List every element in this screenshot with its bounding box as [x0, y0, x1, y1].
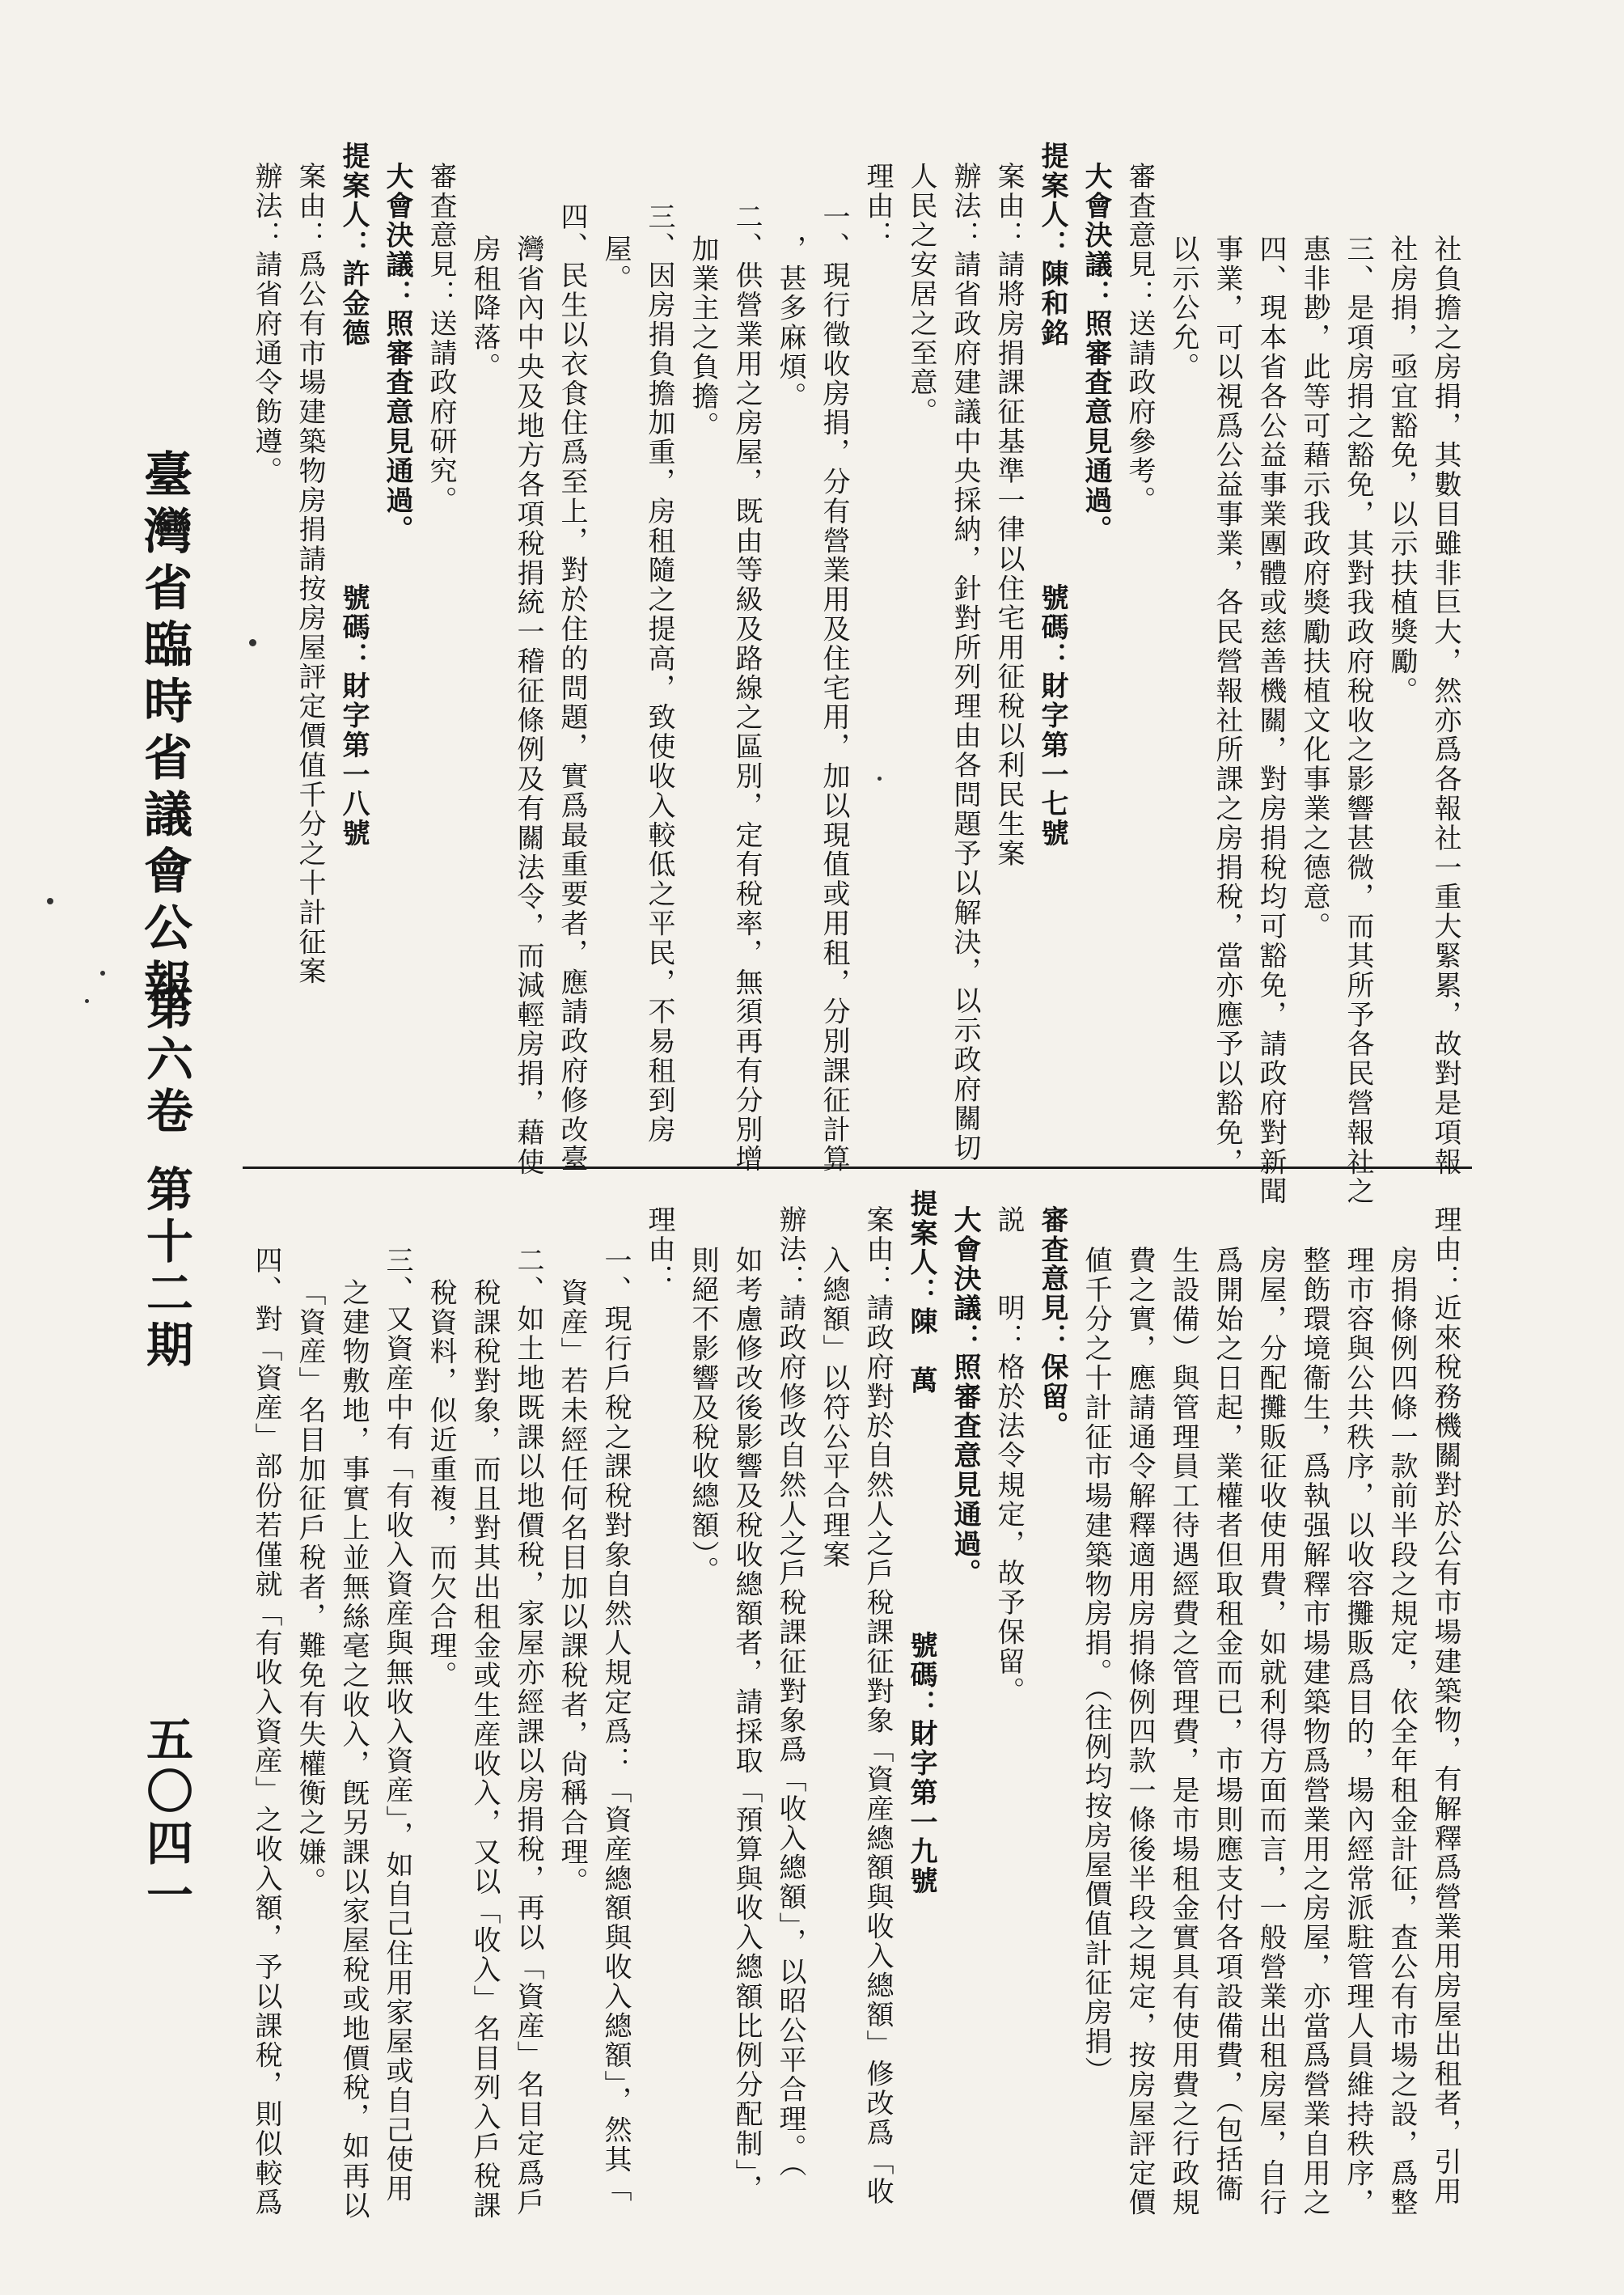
- top-resolution-2: 大會決議：照審査意見通過。: [381, 162, 413, 545]
- top-line-19: 三、因房捐負擔加重，房租隨之提高，致使收入較低之平民，不易租到房: [643, 202, 675, 1145]
- bottom-explanation: 説 明：格於法令規定，故予保留。: [992, 1205, 1025, 1706]
- bottom-line-8: 費之實，應請通令解釋適用房捐條例四款一條後半段之規定，按房屋評定價: [1123, 1246, 1156, 2218]
- page-number: 五〇四一: [138, 1715, 193, 1922]
- top-proposer-17: 提案人：陳和銘 號碼：財字第一七號: [1036, 142, 1068, 849]
- top-line-20: 屋。: [599, 235, 632, 294]
- top-line-21: 四、民生以衣食住爲至上，對於住的問題，實爲最重要者，應請政府修改臺: [556, 202, 588, 1175]
- top-line-6: 事業，可以視爲公益事業，各民營報社所課之房捐稅，當亦應予以豁免，: [1211, 235, 1243, 1177]
- bottom-line-9: 値千分之十計征市場建築物房捐。（往例均按房屋價值計征房捐）: [1080, 1246, 1112, 2086]
- issue-label: 第十二期: [138, 1165, 193, 1372]
- gazette-title: 臺灣省臨時省議會公報: [136, 449, 192, 1015]
- bottom-line-1: 理由：近來稅務機關對於公有市場建築物，有解釋爲營業用房屋出租者，引用: [1429, 1205, 1461, 2207]
- top-line-5: 四、現本省各公益事業團體或慈善機關，對房捐稅均可豁免，請政府對新聞: [1254, 235, 1287, 1207]
- top-line-4: 惠非尠，此等可藉示我政府獎勵扶植文化事業之德意。: [1298, 235, 1330, 942]
- top-line-28: 辦法：請省府通令飭遵。: [250, 162, 282, 486]
- top-line-11: 案由：請將房捐課征基準一律以住宅用征稅以利民生案: [992, 162, 1025, 869]
- top-review-opinion-1: 審査意見：送請政府參考。: [1123, 162, 1156, 515]
- top-line-18: 加業主之負擔。: [687, 235, 719, 441]
- speck-1: [47, 898, 53, 904]
- bottom-line-23: 稅課稅對象，而且對其出租金或生産收入，又以「收入」名目列入戶稅課: [468, 1278, 501, 2221]
- volume-label: 第六卷: [138, 983, 193, 1138]
- bottom-line-6: 爲開始之日起，業權者但取租金而已，市場則應支付各項設備費，（包括衞: [1211, 1246, 1243, 2204]
- top-line-16: ，甚多麻煩。: [774, 235, 806, 412]
- top-line-2: 社房捐，亟宜豁免，以示扶植獎勵。: [1385, 235, 1418, 706]
- top-review-opinion-2: 審査意見：送請政府研究。: [425, 162, 457, 515]
- bottom-line-24: 稅資料，似近重複，而欠合理。: [425, 1278, 457, 1691]
- bottom-line-22: 二、如土地既課以地價稅，家屋亦經課以房捐稅，再以「資産」名目定爲戶: [512, 1246, 544, 2218]
- bottom-line-21: 資産」若未經任何名目加以課稅者，尙稱合理。: [556, 1278, 588, 1897]
- speck-2: [100, 971, 105, 976]
- bottom-line-2: 房捐條例四條一款前半段之規定，依全年租金計征，査公有市場之設，爲整: [1385, 1246, 1418, 2218]
- bottom-line-20: 一、現行戶稅之課稅對象自然人規定爲：「資産總額與收入總額」，然其「: [599, 1246, 632, 2204]
- speck-4: [249, 639, 256, 646]
- bottom-line-25: 三、又資産中有「有收入資産與無收入資産」，如自己住用家屋或自己使用: [381, 1246, 413, 2204]
- top-line-22: 灣省內中央及地方各項稅捐統一稽征條例及有關法令，而減輕房捐，藉使: [512, 235, 544, 1177]
- top-line-23: 房租降落。: [468, 235, 501, 382]
- speck-5: [878, 777, 882, 781]
- top-proposer-18: 提案人：許金德 號碼：財字第一八號: [337, 142, 370, 849]
- bottom-line-16: 辦法：請政府修改自然人之戶稅課征對象爲「收入總額」，以昭公平合理。（: [774, 1205, 806, 2179]
- top-line-27: 案由：爲公有市場建築物房捐請按房屋評定價值千分之十計征案: [294, 162, 326, 987]
- bottom-resolution: 大會決議：照審査意見通過。: [949, 1205, 981, 1589]
- top-line-7: 以示公允。: [1167, 235, 1199, 382]
- bottom-line-7: 生設備）與管理員工待遇經費之管理費，是市場租金實具有使用費之行政規: [1167, 1246, 1199, 2218]
- top-line-3: 三、是項房捐之豁免，其對我政府稅收之影響甚微，而其所予各民營報社之: [1342, 235, 1374, 1207]
- top-line-13: 人民之安居之至意。: [905, 162, 937, 427]
- bottom-line-14: 案由：請政府對於自然人之戶稅課征對象「資産總額與收入總額」修改爲「收: [861, 1205, 894, 2207]
- top-line-15: 一、現行徵收房捐，分有營業用及住宅用，加以現值或用租，分別課征計算: [818, 202, 850, 1175]
- top-line-14: 理由：: [861, 162, 894, 251]
- bottom-line-17: 如考慮修改後影響及稅收總額者，請採取「預算與收入總額比例分配制」，: [730, 1246, 763, 2204]
- bottom-line-5: 房屋，分配攤販征收使用費，如就利得方面而言，一般營業出租房屋，自行: [1254, 1246, 1287, 2218]
- bottom-line-4: 整飭環境衞生，爲執强解釋市場建築物爲營業用之房屋，亦當爲營業自用之: [1298, 1246, 1330, 2218]
- bottom-line-3: 理市容與公共秩序，以收容攤販爲目的，場內經常派駐管理人員維持秩序，: [1342, 1246, 1374, 2218]
- top-line-17: 二、供營業用之房屋，既由等級及路線之區別，定有稅率，無須再有分別增: [730, 202, 763, 1175]
- bottom-line-27: 「資産」名目加征戶稅者，難免有失權衡之嫌。: [294, 1278, 326, 1897]
- speck-3: [85, 999, 89, 1003]
- section-divider: [243, 1167, 1472, 1169]
- bottom-review-opinion: 審査意見：保留。: [1036, 1205, 1068, 1442]
- top-resolution-1: 大會決議：照審査意見通過。: [1080, 162, 1112, 545]
- bottom-line-28: 四、對「資産」部份若僅就「有收入資産」之收入額，予以課稅，則似較爲: [250, 1246, 282, 2218]
- bottom-line-15: 入總額」以符公平合理案: [818, 1246, 850, 1570]
- bottom-line-26: 之建物敷地，事實上並無絲毫之收入，旣另課以家屋稅或地價稅，如再以: [337, 1278, 370, 2221]
- bottom-line-18: 則絕不影響及稅收總額）。: [687, 1246, 719, 1586]
- top-line-1: 社負擔之房捐，其數目雖非巨大，然亦爲各報社一重大緊累，故對是項報: [1429, 235, 1461, 1177]
- bottom-line-19: 理由：: [643, 1205, 675, 1294]
- bottom-proposer-19: 提案人：陳 萬 號碼：財字第一九號: [905, 1189, 937, 1896]
- top-line-12: 辦法：請省政府建議中央採納，針對所列理由各問題予以解決，以示政府關切: [949, 162, 981, 1163]
